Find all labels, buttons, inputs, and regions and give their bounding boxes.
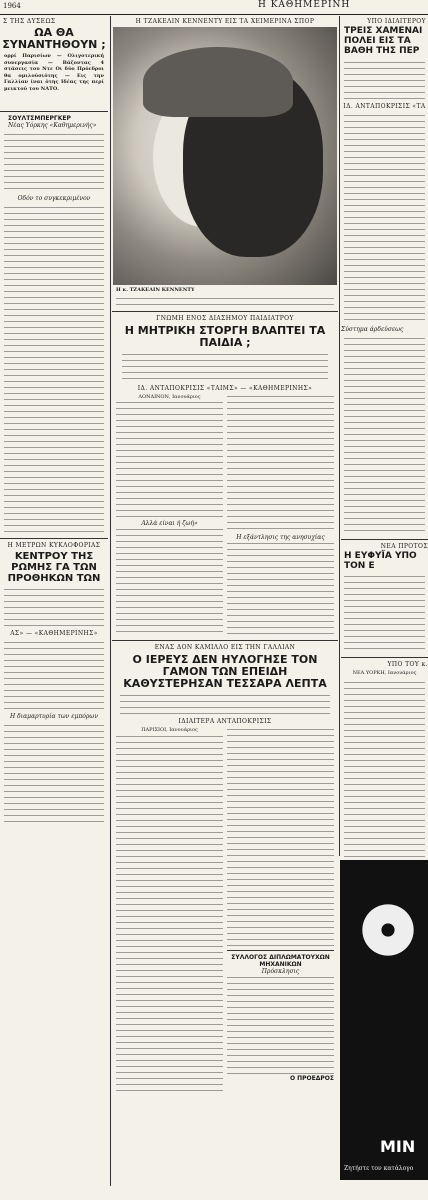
article-text — [344, 336, 425, 536]
notice-subtitle: Πρόσκλησις — [261, 968, 300, 976]
photo-caption: Η κ. ΤΖΑΚΕΛΙΝ ΚΕΝΝΕΝΤΥ — [116, 287, 195, 293]
article-columns — [116, 394, 334, 638]
photo-jacqueline-kennedy — [113, 27, 337, 285]
year: 1964 — [3, 2, 21, 10]
ad-brand: ΜΙΝ — [380, 1137, 416, 1156]
article-text — [116, 734, 223, 1094]
lead-paragraph: ορρί Παρισίων — Ολιγοτερική συνεργασία — Βάζοντας 4 στάσεις του Ντε Οι δύο Πρόεδροι θα ομιλούσιότης — Εις την Γαλλίαν ίναι ότης Ιδέας της περί μεικτού του ΝΑΤΟ. — [4, 53, 104, 92]
lead-text — [344, 60, 425, 100]
column-rule — [110, 16, 111, 1186]
kicker: ΕΝΑΣ ΔΟΝ ΚΑΜΙΛΛΟ ΕΙΣ ΤΗΝ ΓΑΛΛΙΑΝ — [154, 644, 296, 652]
credit: ΙΔ. ΑΝΤΑΠΟΚΡΙΣΙΣ «ΤΑΙΜΣ» — «ΚΑΘΗΜΕΡΙΝΗΣ» — [137, 384, 313, 392]
article-column — [227, 727, 334, 1094]
article-column — [116, 394, 223, 638]
right-column — [341, 16, 428, 883]
lead-text — [122, 352, 328, 382]
credit: ΑΣ» — «ΚΑΘΗΜΕΡΙΝΗΣ» — [10, 630, 98, 638]
page-header — [0, 0, 428, 15]
article-column — [227, 394, 334, 638]
credit: ΙΔΙΑΙΤΕΡΑ ΑΝΤΑΠΟΚΡΙΣΙΣ — [178, 718, 272, 726]
flower-graphic — [358, 900, 418, 960]
divider — [227, 950, 334, 951]
article-text — [344, 680, 425, 880]
source: Νέας Υόρκης «Καθημερινής» — [8, 122, 97, 130]
notice-title: ΣΥΛΛΟΓΟΣ ΔΙΠΛΩΜΑΤΟΥΧΩΝ ΜΗΧΑΝΙΚΩΝ — [231, 954, 330, 969]
article-text — [344, 113, 425, 323]
kicker: ΓΝΩΜΗ ΕΝΟΣ ΔΙΑΣΗΜΟΥ ΠΑΙΔΙΑΤΡΟΥ — [156, 314, 294, 322]
article-text — [116, 400, 223, 520]
dateline: ΠΑΡΙΣΙΟΙ, Ιανουάριος — [141, 727, 198, 734]
article-text — [344, 574, 425, 654]
article-text — [4, 205, 104, 535]
article-columns — [116, 727, 334, 1094]
subheading: Η διαμαρτυρία των εμπόρων — [10, 713, 98, 721]
section-label: Σ ΤΗΣ ΔΥΣΕΩΣ — [3, 18, 56, 25]
advertisement — [340, 860, 428, 1180]
dateline: ΝΕΑ ΥΟΡΚΗ, Ιανουάριος — [352, 670, 417, 677]
column-rule — [339, 16, 340, 856]
dateline: ΛΟΝΔΙΝΟΝ, Ιανουάριος — [138, 393, 201, 400]
ad-text: Ζητήστε τον κατάλογο — [344, 1165, 414, 1172]
lead-text — [120, 693, 330, 715]
headline: Η ΕΥΦΥΪΑ ΥΠΟ ΤΟΝ Ε — [344, 550, 417, 571]
subheading: Οδόν το συγκεκριμένον — [17, 195, 91, 203]
middle-column — [112, 16, 338, 1096]
cap-shape — [143, 47, 293, 117]
left-column — [0, 16, 108, 826]
article-text — [4, 640, 104, 710]
article-text — [227, 541, 334, 637]
headline: Ο ΙΕΡΕΥΣ ΔΕΝ ΗΥΛΟΓΗΣΕ ΤΟΝ ΓΑΜΟΝ ΤΩΝ ΕΠΕΙΔΗ ΚΑΘΥΣΤΕΡΗΣΑΝ ΤΕΣΣΑΡΑ ΛΕΠΤΑ — [123, 653, 327, 691]
caption-text — [116, 296, 334, 308]
headline: Η ΜΗΤΡΙΚΗ ΣΤΟΡΓΗ ΒΛΑΠΤΕΙ ΤΑ ΠΑΙΔΙΑ ; — [124, 323, 326, 349]
kicker: ΝΕΑ ΠΡΟΤΟΣ — [380, 542, 428, 550]
divider — [0, 538, 108, 539]
kicker: ΥΠΟ ΤΟΥ κ. — [387, 661, 428, 669]
credit: ΙΔ. ΑΝΤΑΠΟΚΡΙΣΙΣ «ΤΑ — [343, 102, 426, 110]
headline: ΩΑ ΘΑ ΣΥΝΑΝΤΗΘΟΥΝ ; — [2, 26, 106, 52]
divider — [341, 539, 428, 540]
newspaper-title: Η ΚΑΘΗΜΕΡΙΝΗ — [258, 0, 351, 10]
kicker: Η ΤΖΑΚΕΛΙΝ ΚΕΝΝΕΝΤΥ ΕΙΣ ΤΑ ΧΕΙΜΕΡΙΝΑ ΣΠΟΡ — [135, 18, 315, 25]
kicker: Η ΜΕΤΡΩΝ ΚΥΚΛΟΦΟΡΙΑΣ — [7, 542, 101, 550]
article-text — [227, 394, 334, 534]
headline: ΚΕΝΤΡΟΥ ΤΗΣ ΡΩΜΗΣ ΓΑ ΤΩΝ ΠΡΟΘΗΚΩΝ ΤΩΝ — [7, 551, 101, 585]
byline: ΣΟΥΛΤΣΜΠΕΡΓΚΕΡ — [8, 115, 71, 123]
article-column — [116, 727, 223, 1094]
notice-text — [227, 975, 334, 1075]
notice-signature: Ο ΠΡΟΕΔΡΟΣ — [289, 1075, 334, 1083]
article-text — [227, 727, 334, 947]
section-label: ΥΠΟ ΙΔΙΑΙΤΕΡΟΥ — [367, 18, 426, 25]
article-text — [4, 723, 104, 823]
subheading: Αλλά είναι ή ζωή» — [141, 520, 198, 528]
article-text — [4, 587, 104, 627]
headline: ΤΡΕΙΣ ΧΑΜΕΝΑΙ ΠΟΛΕΙ ΕΙΣ ΤΑ ΒΑΘΗ ΤΗΣ ΠΕΡ — [344, 26, 423, 56]
divider — [341, 657, 428, 658]
divider — [112, 640, 338, 641]
article-text — [4, 132, 104, 192]
divider — [112, 311, 338, 312]
subheading: Σύστημα άρδεύσεως — [341, 325, 404, 333]
subheading: Η εξάντλησις της ανησυχίας — [236, 533, 325, 541]
divider — [0, 111, 108, 112]
article-text — [116, 527, 223, 637]
